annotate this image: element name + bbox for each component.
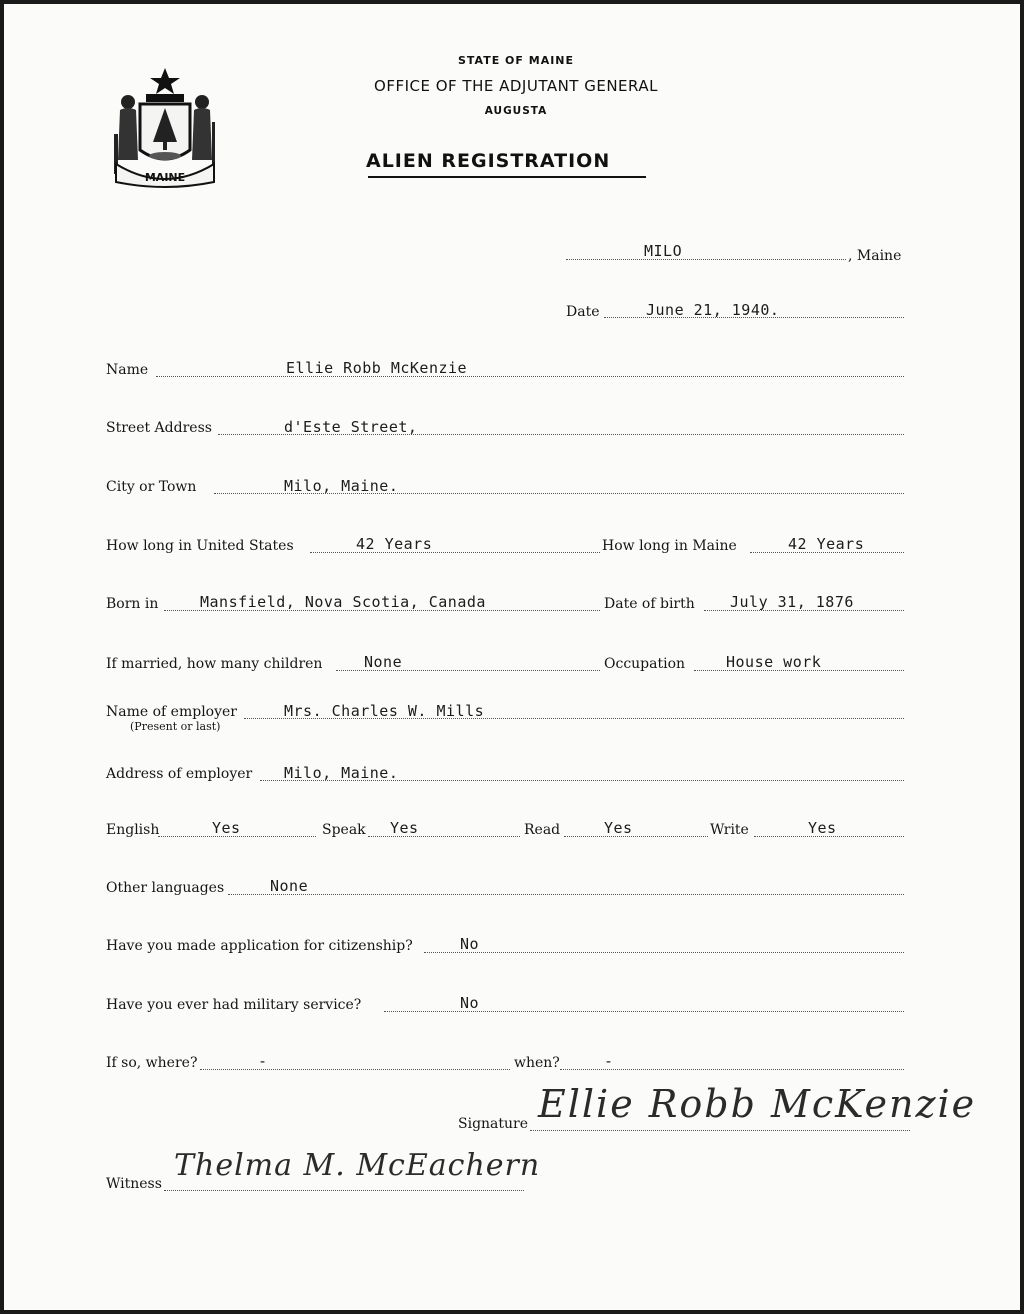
how-long-maine-value[interactable]: 42 Years	[788, 535, 865, 553]
other-languages-label: Other languages	[106, 880, 225, 896]
street-value[interactable]: d'Este Street,	[284, 418, 418, 436]
where-label: If so, where?	[106, 1055, 198, 1071]
write-label: Write	[710, 822, 749, 838]
street-label: Street Address	[106, 420, 212, 436]
employer-sublabel: (Present or last)	[130, 720, 221, 733]
witness-value[interactable]: Thelma M. McEachern	[174, 1148, 541, 1183]
born-in-value[interactable]: Mansfield, Nova Scotia, Canada	[200, 593, 486, 611]
read-label: Read	[524, 822, 561, 838]
employer-address-value[interactable]: Milo, Maine.	[284, 764, 399, 782]
occupation-label: Occupation	[604, 656, 686, 672]
write-value[interactable]: Yes	[808, 819, 837, 837]
name-value[interactable]: Ellie Robb McKenzie	[286, 359, 468, 377]
registration-form	[4, 4, 1020, 1310]
how-long-us-label: How long in United States	[106, 538, 294, 554]
signature-line	[530, 1130, 910, 1131]
office-heading: OFFICE OF THE ADJUTANT GENERAL	[374, 77, 658, 95]
dob-value[interactable]: July 31, 1876	[730, 593, 854, 611]
read-line	[564, 836, 708, 837]
english-label: English	[106, 822, 160, 838]
city-label: City or Town	[106, 479, 197, 495]
how-long-us-value[interactable]: 42 Years	[356, 535, 433, 553]
read-value[interactable]: Yes	[604, 819, 633, 837]
employer-value[interactable]: Mrs. Charles W. Mills	[284, 702, 485, 720]
title-underline	[368, 176, 646, 178]
city-heading: AUGUSTA	[484, 105, 548, 117]
employer-label: Name of employer	[106, 704, 237, 720]
witness-line	[164, 1190, 524, 1191]
how-long-us-line	[310, 552, 600, 553]
where-value[interactable]: -	[258, 1052, 268, 1070]
signature-label: Signature	[458, 1116, 529, 1132]
name-label: Name	[106, 362, 149, 378]
employer-address-label: Address of employer	[106, 766, 253, 782]
signature-value[interactable]: Ellie Robb McKenzie	[538, 1082, 977, 1126]
city-value[interactable]: Milo, Maine.	[284, 477, 399, 495]
other-languages-line	[228, 894, 904, 895]
occupation-value[interactable]: House work	[726, 653, 822, 671]
speak-value[interactable]: Yes	[390, 819, 419, 837]
date-label: Date	[566, 304, 600, 320]
military-value[interactable]: No	[460, 994, 480, 1012]
witness-label: Witness	[106, 1176, 162, 1192]
when-value[interactable]: -	[604, 1052, 614, 1070]
english-value[interactable]: Yes	[212, 819, 241, 837]
seal-text: MAINE	[144, 171, 186, 184]
how-long-maine-label: How long in Maine	[602, 538, 737, 554]
dob-label: Date of birth	[604, 596, 695, 612]
place-line	[566, 259, 846, 260]
children-value[interactable]: None	[364, 653, 403, 671]
citizenship-value[interactable]: No	[460, 935, 480, 953]
form-title: ALIEN REGISTRATION	[366, 150, 611, 172]
military-label: Have you ever had military service?	[106, 997, 362, 1013]
where-line	[200, 1069, 510, 1070]
name-line	[156, 376, 904, 377]
children-label: If married, how many children	[106, 656, 323, 672]
speak-label: Speak	[322, 822, 366, 838]
place-value[interactable]: MILO	[644, 242, 683, 260]
state-heading: STATE OF MAINE	[457, 54, 575, 67]
when-label: when?	[514, 1055, 560, 1071]
born-in-label: Born in	[106, 596, 159, 612]
date-value[interactable]: June 21, 1940.	[646, 301, 780, 319]
other-languages-value[interactable]: None	[270, 877, 309, 895]
citizenship-label: Have you made application for citizenship?	[106, 938, 413, 954]
citizenship-line	[424, 952, 904, 953]
place-suffix: , Maine	[848, 248, 902, 264]
